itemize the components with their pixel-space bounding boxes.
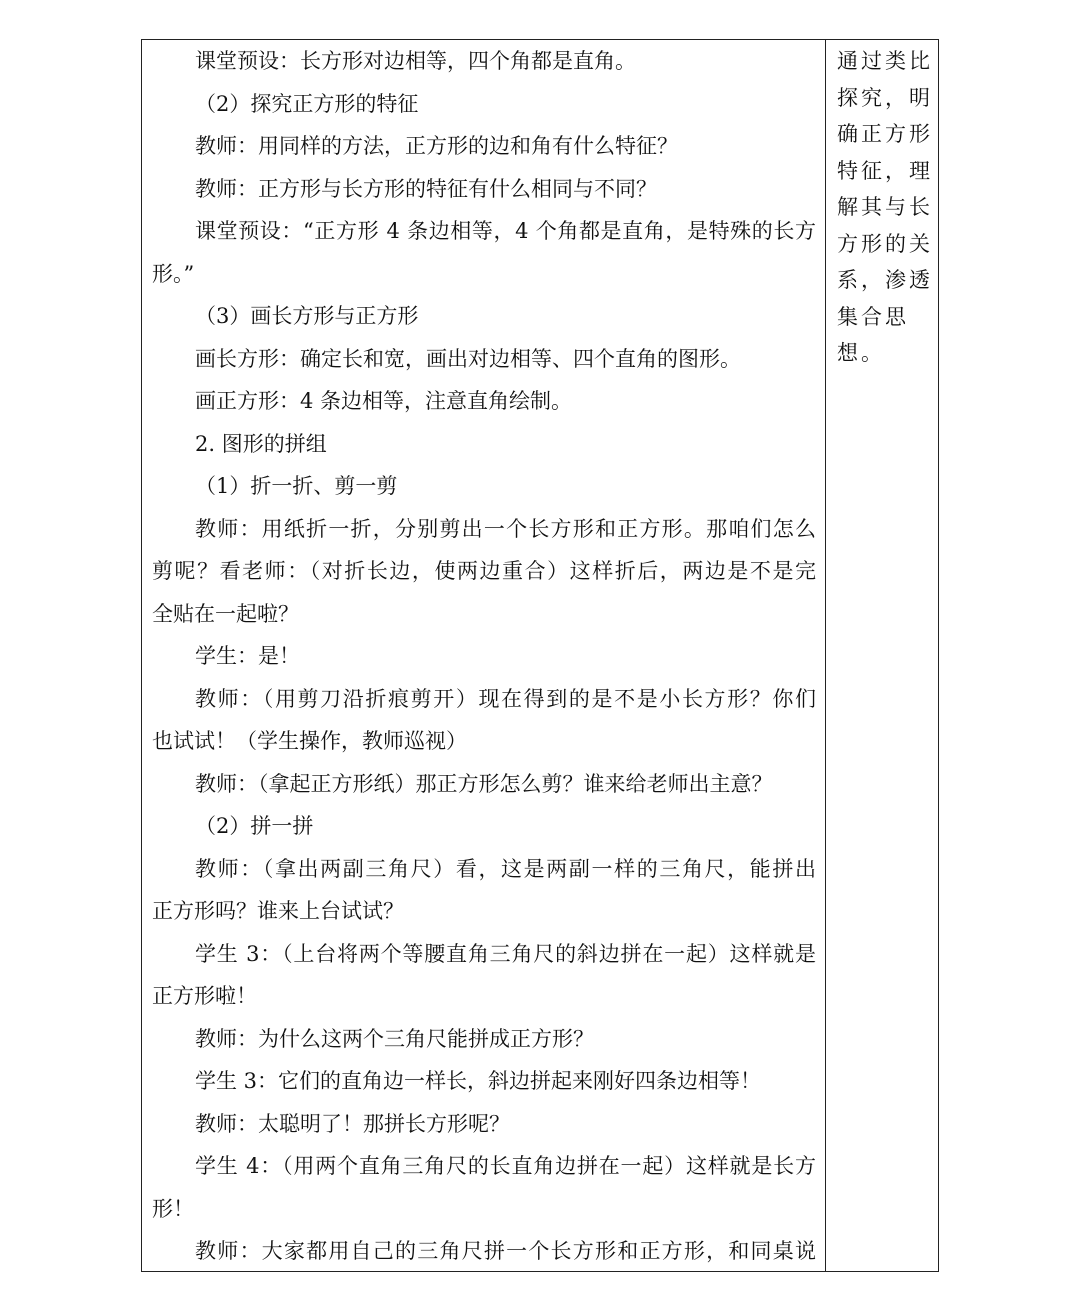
note-line: 集合思 (837, 305, 909, 329)
note-line: 想。 (837, 341, 885, 365)
design-intent-cell (827, 40, 939, 1271)
text-line: （2）拼一拼 (195, 814, 314, 838)
text-line: 剪呢？看老师：（对折长边，使两边重合）这样折后，两边是不是完 (152, 559, 816, 583)
text-line: 课堂预设：“正方形 4 条边相等，4 个角都是直角，是特殊的长方 (195, 219, 816, 243)
text-line: 教师：为什么这两个三角尺能拼成正方形？ (195, 1027, 594, 1051)
text-line: 也试试！（学生操作，教师巡视） (152, 729, 467, 753)
text-line: 形！ (152, 1197, 194, 1221)
text-line: （3）画长方形与正方形 (195, 304, 419, 328)
text-line: 教师：（拿起正方形纸）那正方形怎么剪？谁来给老师出主意？ (195, 772, 773, 796)
section-heading: 2. 图形的拼组 (195, 432, 327, 456)
note-line: 解其与长 (837, 195, 933, 219)
note-line: 通过类比 (837, 49, 933, 73)
text-line: （2）探究正方形的特征 (195, 92, 419, 116)
text-line: 教师：正方形与长方形的特征有什么相同与不同？ (195, 177, 657, 201)
text-line: 学生 3：（上台将两个等腰直角三角尺的斜边拼在一起）这样就是 (195, 942, 816, 966)
note-line: 确正方形 (837, 122, 933, 146)
teaching-process-cell (142, 40, 825, 1271)
note-line: 方形的关 (837, 232, 933, 256)
text-line: 课堂预设：长方形对边相等，四个角都是直角。 (195, 49, 636, 73)
text-line: 全贴在一起啦？ (152, 602, 299, 626)
lesson-plan-table (141, 39, 939, 1272)
text-line: 画长方形：确定长和宽，画出对边相等、四个直角的图形。 (195, 347, 741, 371)
text-line: 教师：大家都用自己的三角尺拼一个长方形和正方形，和同桌说 (195, 1239, 816, 1263)
text-line: 教师：（拿出两副三角尺）看，这是两副一样的三角尺，能拼出 (195, 857, 816, 881)
text-line: 正方形啦！ (152, 984, 257, 1008)
text-line: 教师：用同样的方法，正方形的边和角有什么特征？ (195, 134, 678, 158)
text-line: 学生 4：（用两个直角三角尺的长直角边拼在一起）这样就是长方 (195, 1154, 816, 1178)
text-line: （1）折一折、剪一剪 (195, 474, 398, 498)
text-line: 教师：用纸折一折，分别剪出一个长方形和正方形。那咱们怎么 (195, 517, 816, 541)
text-line: 教师：（用剪刀沿折痕剪开）现在得到的是不是小长方形？你们 (195, 687, 816, 711)
note-line: 探究，明 (837, 86, 933, 110)
text-line: 画正方形：4 条边相等，注意直角绘制。 (195, 389, 573, 413)
text-line: 教师：太聪明了！那拼长方形呢？ (195, 1112, 510, 1136)
note-line: 系，渗透 (837, 268, 933, 292)
text-line: 正方形吗？谁来上台试试？ (152, 899, 404, 923)
note-line: 特征，理 (837, 159, 933, 183)
text-line: 学生：是！ (195, 644, 300, 668)
column-divider (825, 40, 826, 1271)
text-line: 学生 3：它们的直角边一样长，斜边拼起来刚好四条边相等！ (195, 1069, 762, 1093)
text-line: 形。” (152, 262, 195, 286)
